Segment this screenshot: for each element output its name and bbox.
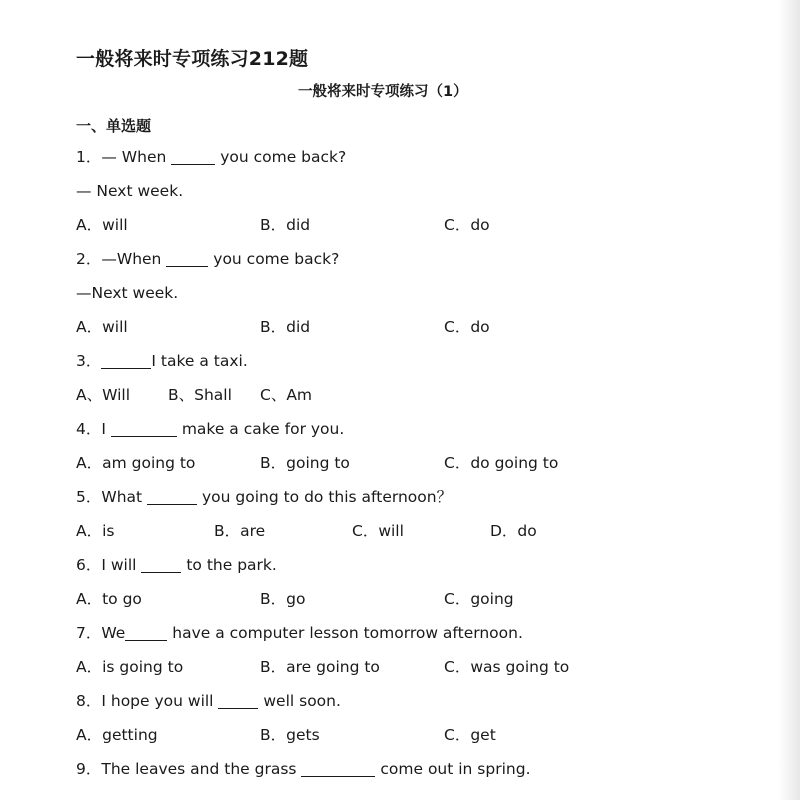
answer-blank bbox=[218, 692, 258, 709]
question-text: What bbox=[101, 488, 143, 506]
option-c: C．will bbox=[352, 522, 404, 540]
option-c: C．do bbox=[444, 216, 490, 234]
answer-blank bbox=[111, 420, 177, 437]
option-b: B、Shall bbox=[168, 386, 232, 404]
question-2 bbox=[76, 248, 339, 270]
question-3 bbox=[76, 350, 248, 372]
option-b: B．did bbox=[260, 318, 311, 336]
answer-blank bbox=[101, 352, 151, 369]
option-a: A．will bbox=[76, 216, 128, 234]
question-6 bbox=[76, 554, 277, 576]
question-text: come out in spring. bbox=[380, 760, 531, 778]
exercise-subtitle: 一般将来时专项练习（1） bbox=[298, 84, 468, 100]
question-text: I will bbox=[101, 556, 137, 574]
question-number: 7． bbox=[76, 624, 102, 642]
question-7 bbox=[76, 622, 523, 644]
question-9 bbox=[76, 758, 531, 780]
option-b: B．go bbox=[260, 590, 306, 608]
answer-blank bbox=[125, 624, 167, 641]
question-4 bbox=[76, 418, 344, 440]
answer-blank bbox=[171, 148, 215, 165]
question-number: 1． bbox=[76, 148, 102, 166]
question-text: I take a taxi. bbox=[151, 352, 248, 370]
option-a: A、Will bbox=[76, 386, 131, 404]
question-text: — When bbox=[101, 148, 167, 166]
question-text: you going to do this afternoon？ bbox=[201, 488, 453, 506]
question-text: to the park. bbox=[186, 556, 277, 574]
question-text: I hope you will bbox=[101, 692, 214, 710]
question-text: The leaves and the grass bbox=[101, 760, 297, 778]
option-c: C．get bbox=[444, 726, 496, 744]
option-c: C．do bbox=[444, 318, 490, 336]
dialogue-answer: — Next week. bbox=[76, 182, 184, 200]
document-page bbox=[76, 0, 776, 800]
question-text: well soon. bbox=[263, 692, 341, 710]
question-text: you come back? bbox=[220, 148, 347, 166]
question-text: We bbox=[101, 624, 126, 642]
question-number: 3． bbox=[76, 352, 102, 370]
option-a: A．is going to bbox=[76, 658, 184, 676]
answer-blank bbox=[141, 556, 181, 573]
question-number: 2． bbox=[76, 250, 102, 268]
option-a: A．is bbox=[76, 522, 115, 540]
question-text: —When bbox=[101, 250, 162, 268]
option-b: B．did bbox=[260, 216, 311, 234]
page-edge-shadow bbox=[778, 0, 800, 800]
option-c: C．was going to bbox=[444, 658, 570, 676]
option-a: A．getting bbox=[76, 726, 158, 744]
option-c: C．do going to bbox=[444, 454, 559, 472]
option-c: C、Am bbox=[260, 386, 313, 404]
option-a: A．to go bbox=[76, 590, 142, 608]
option-a: A．will bbox=[76, 318, 128, 336]
question-text: you come back? bbox=[213, 250, 340, 268]
option-b: B．going to bbox=[260, 454, 350, 472]
dialogue-answer: —Next week. bbox=[76, 284, 179, 302]
question-number: 5． bbox=[76, 488, 102, 506]
question-number: 8． bbox=[76, 692, 102, 710]
question-8 bbox=[76, 690, 341, 712]
question-number: 4． bbox=[76, 420, 102, 438]
option-b: B．are bbox=[214, 522, 266, 540]
answer-blank bbox=[147, 488, 197, 505]
question-number: 6． bbox=[76, 556, 102, 574]
question-5 bbox=[76, 486, 452, 508]
answer-blank bbox=[301, 760, 375, 777]
question-text: make a cake for you. bbox=[181, 420, 345, 438]
option-b: B．are going to bbox=[260, 658, 380, 676]
question-1 bbox=[76, 146, 346, 168]
answer-blank bbox=[166, 250, 208, 267]
option-c: C．going bbox=[444, 590, 514, 608]
section-title: 一、单选题 bbox=[76, 117, 152, 135]
option-a: A．am going to bbox=[76, 454, 196, 472]
option-b: B．gets bbox=[260, 726, 320, 744]
question-text: I bbox=[101, 420, 106, 438]
option-d: D．do bbox=[490, 522, 537, 540]
question-text: have a computer lesson tomorrow afternoon. bbox=[172, 624, 523, 642]
question-number: 9． bbox=[76, 760, 102, 778]
document-title: 一般将来时专项练习212题 bbox=[76, 48, 309, 70]
